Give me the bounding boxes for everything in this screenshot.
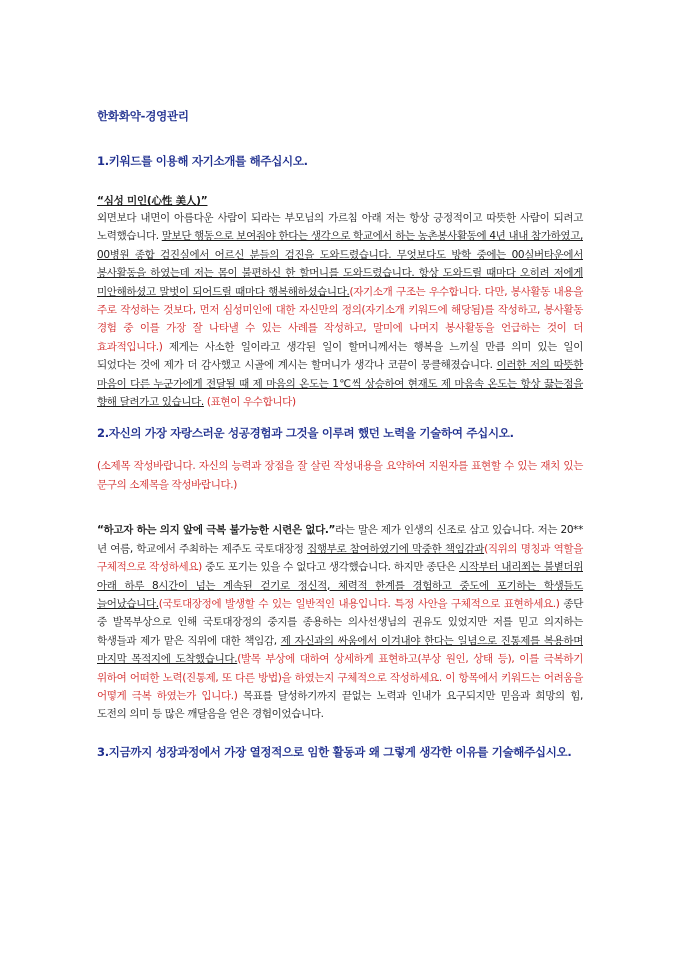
answer-1-underlined-b: 이러한 저의 따뜻한 마음이 다른 누군가에게 전달될 때 제 마음의 온도는 1℃씩 상승하여 현재도 제 마음속 온도는 항상 끓는점을 향해 달려가고 있습니다.	[97, 359, 583, 409]
document-page	[97, 108, 583, 760]
answer-1-underlined-a: 말보단 행동으로 보여줘야 한다는 생각으로 학교에서 하는 농촌봉사활동에 4년 내내 참가하였고, 00병원 종합 검진실에서 어르신 분들의 검진을 도와드렸습니다. 무엇보다도 방학 중에는 00실버타운에서 봉사활동을 하였는데 저는 몸이 불편하신 한 할머니를 도와드렸습니다. 항상 도와드릴 때마다 오히려 저에게 미안해하셨고 말벗이 되어드릴 때마다 행복해하셨습니다.	[97, 230, 583, 298]
question-3: 3.지금까지 성장과정에서 가장 열정적으로 임한 활동과 왜 그렇게 생각한 이유를 기술해주십시오.	[97, 744, 572, 759]
answer-2-comment-3: (발목 부상에 대하여 상세하게 표현하고(부상 원인, 상태 등), 이를 극복하기 위하여 어떠한 노력(진통제, 또 다른 방법)을 하였는지 구체적으로 작성하세요. 이 항목에서 키워드는 어려움을 어떻게 극복 하였는가 입니다.)	[97, 653, 583, 702]
answer-1-paragraph	[97, 209, 583, 411]
answer-2-text-c: 종단 중 발목부상으로 인해 국토대장정의 중지를 종용하는 의사선생님의 권유도 있었지만 저를 믿고 의지하는 학생들과 제가 맡은 직위에 대한 책임감,	[97, 597, 583, 647]
answer-1-text-a: 외면보다 내면이 아름다운 사람이 되라는 부모님의 가르침 아래 저는 항상 긍정적이고 따뜻한 사람이 되려고 노력했습니다.	[97, 212, 583, 243]
answer-2-underlined-3: 제 자신과의 싸움에서 이겨내야 한다는 일념으로 진통제를 복용하며 마지막 목적지에 도착했습니다.	[97, 634, 583, 666]
answer-1-comment-a: (자기소개 구조는 우수합니다. 다만, 봉사활동 내용을 주로 작성하는 것보다, 먼저 심성미인에 대한 자신만의 정의(자기소개 키워드에 해당됨)를 작성하고, 봉사활동 경험 중 이를 가장 잘 나타낼 수 있는 사례를 작성하고, 말미에 나머지 봉사활동을 언급하는 것이 더 효과적입니다.)	[97, 285, 583, 353]
answer-2-comment-1: (직위의 명칭과 역할을 구체적으로 작성하세요)	[97, 542, 583, 574]
answer-2-comment-2: (국토대장정에 발생할 수 있는 일반적인 내용입니다. 특정 사안을 구체적으로 표현하세요.)	[158, 597, 560, 610]
question-1: 1.키워드를 이용해 자기소개를 해주십시오.	[97, 154, 308, 168]
document-title: 한화화약-경영관리	[97, 109, 189, 123]
answer-2-text-a: 라는 말은 제가 인생의 신조로 삼고 있습니다. 저는 20**년 여름, 학교에서 주최하는 제주도 국토대장정	[97, 524, 583, 555]
answer-2-guide: (소제목 작성바랍니다. 자신의 능력과 장점을 잘 살린 작성내용을 요약하여 지원자를 표현할 수 있는 재치 있는 문구의 소제목을 작성바랍니다.)	[97, 460, 583, 491]
answer-1-subtitle: “심성 미인(心性 美人)”	[97, 195, 208, 207]
answer-2-text-b: 중도 포기는 있을 수 없다고 생각했습니다. 하지만 종단은	[201, 561, 460, 574]
answer-2-lead-quote: “하고자 하는 의지 앞에 극복 불가능한 시련은 없다.”	[97, 524, 336, 537]
answer-2-underlined-2: 시작부터 내리쬐는 불볕더위 아래 하루 8시간이 넘는 계속된 걷기로 정신적, 체력적 한계를 경험하고 중도에 포기하는 학생들도 늘어났습니다.	[97, 561, 583, 610]
answer-1-text-b: 제게는 사소한 일이라고 생각된 일이 할머니께서는 행복을 느끼실 만큼 의미 있는 일이 되었다는 것에 제가 더 감사했고 시골에 계시는 할머니가 생각나 코끝이 뭉클해졌습니다.	[97, 340, 583, 372]
answer-2-paragraph	[97, 521, 583, 723]
question-2: 2.자신의 가장 자랑스러운 성공경험과 그것을 이루려 했던 노력을 기술하여 주십시오.	[97, 426, 514, 441]
answer-1-comment-b: (표현이 우수합니다)	[203, 396, 296, 409]
answer-2-text-d: 목표를 달성하기까지 끝없는 노력과 인내가 요구되지만 믿음과 희망의 힘, 도전의 의미 등 많은 깨달음을 얻은 경험이었습니다.	[97, 689, 583, 721]
answer-2-underlined-1: 집행부로 참여하였기에 막중한 책임감과	[307, 542, 485, 555]
